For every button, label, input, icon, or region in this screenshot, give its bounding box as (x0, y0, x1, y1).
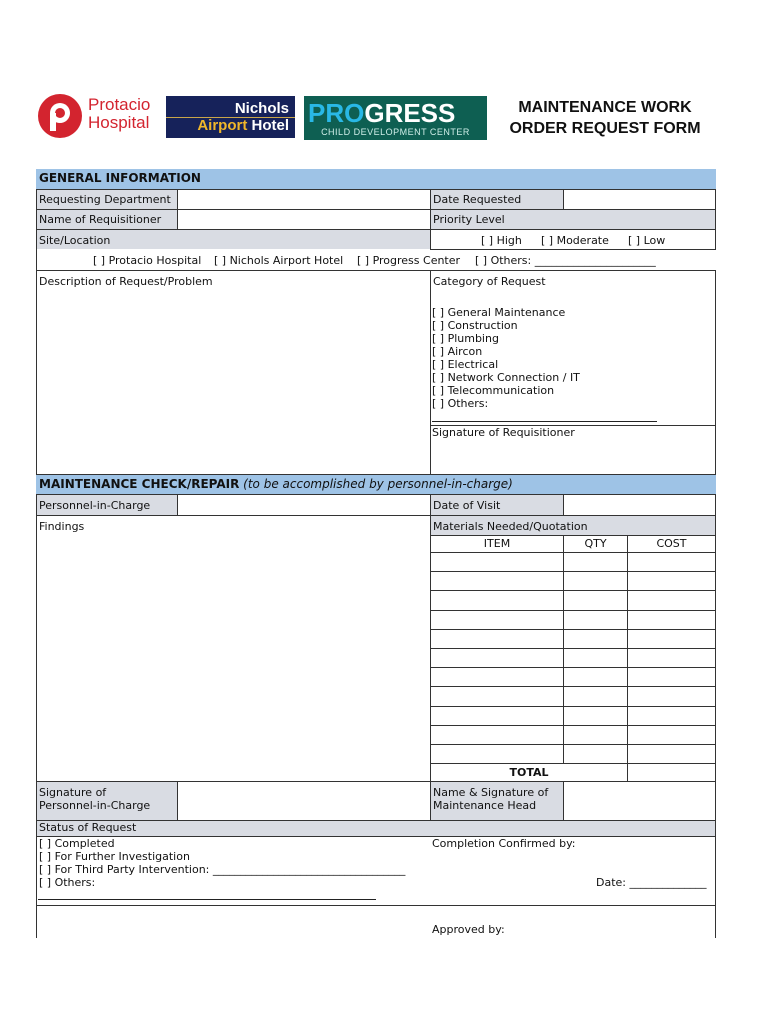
findings-field[interactable] (37, 534, 430, 780)
signature-requisitioner-field[interactable] (431, 440, 715, 473)
materials-item-cell[interactable] (431, 726, 563, 744)
materials-cost-cell[interactable] (628, 668, 715, 686)
priority-low-checkbox[interactable]: [ ] Low (628, 234, 666, 247)
form-title-line-2: ORDER REQUEST FORM (509, 120, 701, 137)
protacio-logo-icon (38, 94, 82, 138)
maintenance-header-note: (to be accomplished by personnel-in-charge) (243, 477, 513, 491)
maintenance-head-label-2: Maintenance Head (433, 799, 537, 812)
date-requested-field[interactable] (564, 190, 715, 209)
status-investigation-checkbox[interactable]: [ ] For Further Investigation (39, 850, 190, 863)
materials-item-cell[interactable] (431, 668, 563, 686)
materials-cost-cell[interactable] (628, 649, 715, 667)
materials-cost-cell[interactable] (628, 687, 715, 705)
category-label: Category of Request (433, 275, 546, 288)
signature-personnel-label-1: Signature of (39, 786, 107, 799)
description-field[interactable] (37, 288, 430, 473)
materials-qty-cell[interactable] (564, 611, 627, 629)
col-item-header: ITEM (483, 537, 511, 550)
progress-logo-text-pro: PRO (308, 98, 365, 128)
progress-logo (304, 96, 487, 140)
materials-item-cell[interactable] (431, 687, 563, 705)
materials-qty-cell[interactable] (564, 745, 627, 763)
date-requested-label: Date Requested (433, 193, 522, 206)
total-field[interactable] (628, 764, 715, 780)
requesting-department-field[interactable] (178, 190, 430, 209)
materials-item-cell[interactable] (431, 707, 563, 725)
findings-label: Findings (39, 520, 85, 533)
category-aircon[interactable]: [ ] Aircon (432, 345, 483, 358)
status-third-party-checkbox[interactable]: [ ] For Third Party Intervention: ___________________________________ (39, 863, 406, 876)
nichols-logo-text-hotel: Hotel (251, 117, 289, 134)
materials-cost-cell[interactable] (628, 553, 715, 571)
signature-personnel-label-2: Personnel-in-Charge (39, 799, 151, 812)
category-others-line (432, 421, 657, 422)
category-others[interactable]: [ ] Others: (432, 397, 489, 410)
priority-level-label: Priority Level (433, 213, 505, 226)
personnel-in-charge-label: Personnel-in-Charge (39, 499, 151, 512)
general-information-title: GENERAL INFORMATION (39, 171, 201, 185)
approved-by-label: Approved by: (432, 923, 505, 936)
category-plumbing[interactable]: [ ] Plumbing (432, 332, 499, 345)
protacio-logo-text-2: Hospital (88, 113, 150, 132)
materials-qty-cell[interactable] (564, 668, 627, 686)
status-others-checkbox[interactable]: [ ] Others: (39, 876, 96, 889)
materials-item-cell[interactable] (431, 745, 563, 763)
materials-qty-cell[interactable] (564, 707, 627, 725)
maintenance-head-field[interactable] (564, 782, 715, 820)
site-others-checkbox[interactable]: [ ] Others: ______________________ (475, 254, 656, 267)
protacio-logo (38, 94, 168, 138)
materials-item-cell[interactable] (431, 572, 563, 590)
protacio-logo-text-1: Protacio (88, 95, 151, 114)
form-title-line-1: MAINTENANCE WORK (518, 99, 692, 116)
status-of-request-label: Status of Request (39, 821, 137, 834)
completion-confirmed-label: Completion Confirmed by: (432, 837, 576, 850)
materials-cost-cell[interactable] (628, 572, 715, 590)
signature-personnel-field[interactable] (178, 782, 430, 820)
materials-item-cell[interactable] (431, 649, 563, 667)
status-completed-checkbox[interactable]: [ ] Completed (39, 837, 115, 850)
materials-qty-cell[interactable] (564, 687, 627, 705)
status-others-line (38, 899, 376, 900)
description-label: Description of Request/Problem (39, 275, 213, 288)
materials-qty-cell[interactable] (564, 649, 627, 667)
requisitioner-name-label: Name of Requisitioner (39, 213, 162, 226)
category-electrical[interactable]: [ ] Electrical (432, 358, 499, 371)
date-of-visit-label: Date of Visit (433, 499, 501, 512)
progress-logo-text-gress: GRESS (364, 98, 456, 128)
signature-requisitioner-label: Signature of Requisitioner (432, 426, 575, 439)
materials-cost-cell[interactable] (628, 707, 715, 725)
col-qty-header: QTY (584, 537, 607, 550)
maintenance-header-text: MAINTENANCE CHECK/REPAIR (39, 477, 240, 491)
category-general-maintenance[interactable]: [ ] General Maintenance (432, 306, 566, 319)
materials-cost-cell[interactable] (628, 611, 715, 629)
completion-date-label[interactable]: Date: ______________ (596, 876, 707, 889)
site-progress-checkbox[interactable]: [ ] Progress Center (357, 254, 461, 267)
materials-qty-divider (563, 535, 564, 764)
materials-cost-cell[interactable] (628, 726, 715, 744)
materials-qty-cell[interactable] (564, 553, 627, 571)
priority-moderate-checkbox[interactable]: [ ] Moderate (541, 234, 609, 247)
materials-cost-cell[interactable] (628, 591, 715, 609)
date-of-visit-field[interactable] (564, 495, 715, 515)
materials-item-cell[interactable] (431, 591, 563, 609)
materials-item-cell[interactable] (431, 553, 563, 571)
site-location-label: Site/Location (39, 234, 111, 247)
site-protacio-checkbox[interactable]: [ ] Protacio Hospital (93, 254, 202, 267)
personnel-in-charge-field[interactable] (178, 495, 430, 515)
materials-cost-divider (627, 535, 628, 781)
materials-item-cell[interactable] (431, 611, 563, 629)
col-cost-header: COST (656, 537, 687, 550)
nichols-logo (166, 96, 295, 138)
requisitioner-name-field[interactable] (178, 210, 430, 229)
form-title (500, 97, 710, 139)
priority-high-checkbox[interactable]: [ ] High (481, 234, 522, 247)
materials-qty-cell[interactable] (564, 630, 627, 648)
materials-cost-cell[interactable] (628, 745, 715, 763)
nichols-logo-text-airport: Airport (197, 117, 248, 134)
site-nichols-checkbox[interactable]: [ ] Nichols Airport Hotel (214, 254, 344, 267)
materials-qty-cell[interactable] (564, 572, 627, 590)
category-telecommunication[interactable]: [ ] Telecommunication (432, 384, 555, 397)
materials-cost-cell[interactable] (628, 630, 715, 648)
category-network-it[interactable]: [ ] Network Connection / IT (432, 371, 580, 384)
nichols-logo-text-1: Nichols (234, 100, 289, 117)
progress-logo-subtitle: CHILD DEVELOPMENT CENTER (321, 127, 470, 137)
maintenance-header-title (39, 477, 513, 491)
materials-item-cell[interactable] (431, 630, 563, 648)
maintenance-head-label-1: Name & Signature of (433, 786, 549, 799)
materials-qty-cell[interactable] (564, 591, 627, 609)
materials-qty-cell[interactable] (564, 726, 627, 744)
requesting-department-label: Requesting Department (39, 193, 171, 206)
total-label: TOTAL (509, 766, 549, 779)
category-construction[interactable]: [ ] Construction (432, 319, 518, 332)
materials-label: Materials Needed/Quotation (433, 520, 588, 533)
